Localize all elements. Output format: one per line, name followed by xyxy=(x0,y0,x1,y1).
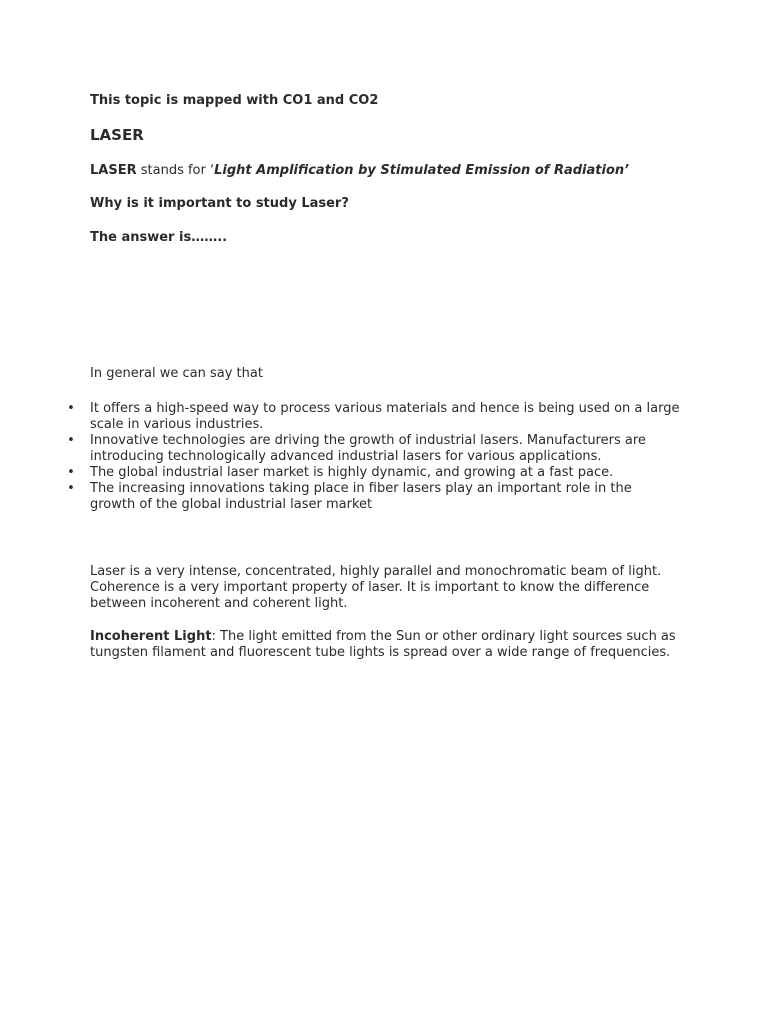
question-heading: Why is it important to study Laser? xyxy=(90,196,349,211)
incoherent-light-paragraph xyxy=(90,629,680,661)
stands-for-text: stands for ‘ xyxy=(136,163,215,178)
general-intro: In general we can say that xyxy=(90,366,263,381)
list-item-text: The increasing innovations taking place in fiber lasers play an important role in the growth of the global industrial laser market xyxy=(90,481,632,512)
laser-full-form: Light Amplification by Stimulated Emission of Radiation’ xyxy=(214,163,630,178)
laser-term: LASER xyxy=(90,163,137,178)
bullet-icon: • xyxy=(67,481,75,496)
list-item-text: The global industrial laser market is highly dynamic, and growing at a fast pace. xyxy=(90,465,614,480)
bullet-icon: • xyxy=(67,433,75,448)
incoherent-text: : The light emitted from the Sun or other ordinary light sources such as tungsten filament and fluorescent tube lights is spread over a wide range of frequencies. xyxy=(90,629,676,660)
list-item-text: It offers a high-speed way to process various materials and hence is being used on a large scale in various industries. xyxy=(90,401,680,432)
document-title: LASER xyxy=(90,126,144,144)
list-item xyxy=(67,401,680,433)
list-item-text: Innovative technologies are driving the growth of industrial lasers. Manufacturers are introducing technologically advanced industrial lasers for various applications. xyxy=(90,433,646,464)
list-item xyxy=(67,481,680,513)
laser-expansion xyxy=(90,163,680,179)
bullet-icon: • xyxy=(67,401,75,416)
incoherent-term: Incoherent Light xyxy=(90,629,212,644)
answer-lead: The answer is…….. xyxy=(90,230,228,245)
bullet-icon: • xyxy=(67,465,75,480)
list-item xyxy=(67,465,680,481)
mapping-note: This topic is mapped with CO1 and CO2 xyxy=(90,93,379,108)
laser-paragraph: Laser is a very intense, concentrated, highly parallel and monochromatic beam of light. Coherence is a very important property of laser. It is important to know the difference between incoherent and coherent light. xyxy=(90,564,662,611)
benefits-list xyxy=(67,401,680,513)
list-item xyxy=(67,433,680,465)
